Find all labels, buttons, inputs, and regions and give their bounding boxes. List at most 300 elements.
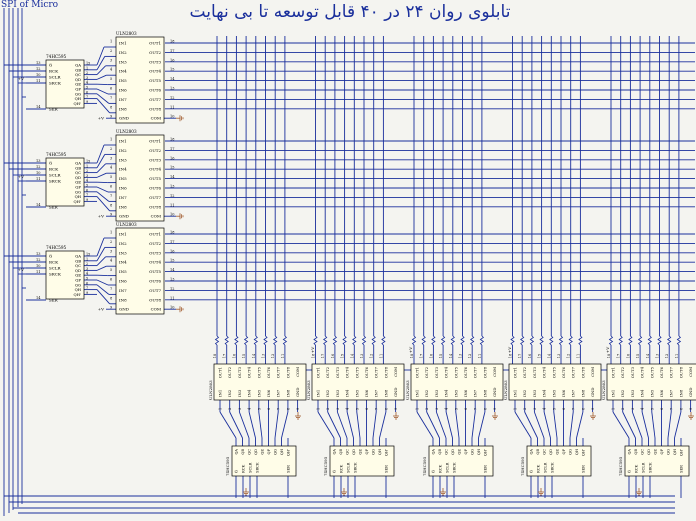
pin-name: OUT7: [570, 367, 576, 379]
pin-number: 1: [415, 407, 420, 410]
pin-number: 16: [626, 353, 631, 359]
pin-name: SRCK: [550, 462, 555, 473]
pin-number: 11: [36, 79, 41, 83]
pin-name: COM: [590, 367, 596, 377]
pin-name: IN5: [551, 389, 557, 397]
resistor: [550, 336, 553, 345]
resistor: [245, 336, 248, 345]
resistor: [422, 336, 425, 345]
resistor: [264, 336, 267, 345]
pin-number: 7: [571, 407, 576, 410]
pin-number: 6: [110, 184, 113, 189]
resistor: [471, 336, 474, 345]
pin-number: 10: [170, 305, 175, 310]
pin-number: 5: [86, 276, 89, 281]
pin-name: QF: [562, 449, 566, 455]
pin-name: OUT2: [522, 367, 528, 379]
resistor: [353, 336, 356, 345]
pin-name: OUT7: [373, 367, 379, 379]
pin-name: QH': [581, 449, 586, 457]
pin-name: IN2: [424, 389, 430, 397]
pin-number: 14: [251, 353, 256, 359]
pin-number: 15: [439, 353, 444, 359]
pin-name: OUT1: [217, 367, 223, 379]
pin-name: SER: [49, 297, 58, 303]
pin-name: SER: [483, 465, 488, 473]
pin-name: QG: [74, 282, 81, 288]
pin-name: QC: [345, 449, 350, 455]
resistor: [235, 336, 238, 345]
pin-number: 12: [170, 193, 175, 198]
pin-number: 15: [86, 159, 91, 164]
pin-name: OUT7: [149, 194, 161, 200]
pin-name: QF: [267, 449, 271, 455]
pin-number: 9: [493, 407, 498, 410]
pin-number: 15: [636, 353, 641, 359]
pin-name: G̅: [49, 253, 53, 259]
pin-name: IN3: [334, 389, 340, 397]
pin-number: 13: [360, 353, 364, 359]
pin-name: OUT3: [334, 367, 340, 379]
pin-number: 6: [562, 407, 566, 410]
resistor: [511, 336, 514, 345]
pin-number: 6: [110, 277, 113, 282]
resistor: [432, 336, 435, 345]
pin-number: 3: [434, 407, 439, 410]
resistor: [274, 336, 277, 345]
routing-wire: [642, 412, 648, 438]
pin-name: OUT1: [512, 367, 518, 379]
pin-number: 4: [110, 165, 113, 170]
pin-name: QA: [431, 449, 436, 455]
pin-number: 7: [473, 407, 478, 410]
vcc-label: +V: [310, 346, 315, 354]
resistor: [610, 336, 613, 345]
pin-name: IN6: [119, 278, 127, 284]
pin-number: 12: [36, 67, 41, 71]
routing-wire: [446, 412, 452, 438]
pin-name: QH: [575, 449, 579, 456]
pin-number: 13: [170, 86, 175, 91]
pin-name: IN7: [570, 389, 576, 397]
pin-name: OUT7: [149, 96, 161, 102]
ground-symbol: [176, 115, 183, 121]
pin-name: IN7: [668, 389, 674, 397]
pin-name: IN5: [649, 389, 655, 397]
pin-number: 14: [170, 268, 175, 273]
pin-number: 18: [311, 353, 316, 359]
pin-name: QA: [75, 253, 81, 259]
pin-name: QE: [75, 81, 81, 87]
pin-name: QE: [653, 449, 658, 455]
pin-name: SRCK: [49, 178, 61, 184]
vcc-label: +V: [97, 213, 104, 219]
routing-wire: [97, 290, 113, 304]
routing-wire: [668, 412, 671, 438]
pin-number: 4: [247, 407, 252, 410]
pin-number: 6: [267, 407, 271, 410]
pin-name: OUT1: [414, 367, 420, 379]
pin-name: OUT2: [149, 49, 161, 55]
pin-number: 5: [257, 407, 262, 410]
routing-wire: [97, 145, 104, 163]
pin-name: RCK: [241, 464, 246, 473]
pin-name: QH': [73, 100, 81, 106]
pin-number: 13: [170, 184, 175, 189]
pin-name: QE: [358, 449, 363, 455]
pin-name: QE: [457, 449, 462, 455]
pin-name: QH': [679, 449, 684, 457]
pin-name: COM: [688, 367, 694, 377]
pin-number: 15: [170, 165, 175, 170]
pin-name: IN3: [236, 389, 242, 397]
pin-name: OUT6: [266, 367, 271, 379]
pin-name: IN4: [246, 389, 252, 397]
chip-part-label: ULN2803: [601, 380, 606, 400]
pin-number: 6: [110, 86, 113, 91]
routing-wire: [97, 280, 108, 285]
pin-number: 9: [689, 407, 694, 410]
pin-name: IN6: [561, 389, 566, 397]
pin-number: 14: [36, 296, 41, 300]
pin-name: IN4: [541, 389, 547, 397]
pin-name: OUT7: [668, 367, 674, 379]
pin-name: IN1: [512, 389, 518, 397]
pin-number: 14: [170, 77, 175, 82]
pin-number: 1: [110, 230, 113, 235]
pin-number: 6: [464, 407, 468, 410]
pin-number: 8: [679, 407, 684, 410]
pin-name: QD: [647, 449, 651, 455]
resistor: [363, 336, 366, 345]
pin-number: 4: [640, 407, 645, 410]
pin-number: 2: [110, 146, 113, 151]
pin-name: OUT4: [149, 68, 161, 74]
pin-name: OUT6: [364, 367, 369, 379]
pin-name: QD: [74, 76, 81, 82]
pin-name: OUT8: [149, 106, 161, 112]
pin-name: QD: [549, 449, 553, 455]
pin-name: IN8: [285, 389, 291, 397]
pin-name: OUT3: [149, 157, 161, 163]
pin-name: IN8: [580, 389, 586, 397]
pin-name: COM: [393, 367, 399, 377]
pin-name: RCK: [536, 464, 541, 473]
resistor: [530, 336, 533, 345]
routing-wire: [380, 412, 386, 438]
pin-name: GND: [119, 213, 129, 219]
pin-number: 13: [36, 159, 41, 163]
pin-number: 3: [335, 407, 340, 410]
ground-symbol: [688, 412, 694, 419]
vcc-label: +V: [17, 174, 24, 179]
pin-name: QD: [254, 449, 258, 455]
pin-name: QG: [74, 91, 81, 97]
routing-wire: [97, 89, 108, 94]
pin-number: 8: [581, 407, 586, 410]
routing-wire: [97, 187, 108, 192]
routing-wire: [373, 412, 376, 438]
pin-number: 5: [552, 407, 557, 410]
resistor: [382, 336, 385, 345]
pin-name: IN3: [119, 59, 127, 65]
routing-wire: [97, 99, 113, 113]
pin-number: 11: [674, 353, 679, 359]
pin-number: 9: [394, 407, 399, 410]
pin-number: 8: [483, 407, 488, 410]
pin-name: QF: [75, 86, 81, 92]
pin-number: 2: [86, 262, 89, 267]
pin-name: IN7: [472, 389, 478, 397]
pin-number: 5: [355, 407, 360, 410]
pin-number: 2: [621, 407, 626, 410]
pin-number: 1: [86, 257, 89, 262]
resistor: [521, 336, 524, 345]
pin-name: COM: [295, 367, 301, 377]
pin-name: SRCK: [648, 462, 653, 473]
pin-name: OUT3: [149, 59, 161, 65]
pin-number: 3: [86, 266, 89, 271]
pin-name: IN3: [433, 389, 439, 397]
pin-number: 15: [340, 353, 345, 359]
pin-name: QH': [384, 449, 389, 457]
pin-name: QG: [470, 449, 475, 455]
pin-number: 1: [611, 407, 616, 410]
pin-name: OUT4: [246, 367, 252, 379]
chip-layer: [18, 31, 696, 476]
pin-name: IN7: [119, 96, 127, 102]
chip-part-label: ULN2803: [116, 222, 137, 227]
pin-number: 2: [110, 239, 113, 244]
resistor: [324, 336, 327, 345]
chip-part-label: 74HC595: [225, 456, 230, 476]
pin-name: QC: [247, 449, 252, 455]
pin-name: GND: [295, 387, 301, 397]
pin-name: IN8: [482, 389, 488, 397]
pin-number: 6: [660, 407, 664, 410]
pin-name: IN5: [119, 176, 127, 182]
pin-name: QF: [75, 277, 81, 283]
pin-number: 7: [86, 95, 89, 100]
pin-name: OUT3: [433, 367, 439, 379]
resistor: [254, 336, 257, 345]
pin-name: IN2: [119, 240, 127, 246]
pin-name: OUT8: [149, 204, 161, 210]
pin-name: SRCK: [353, 462, 358, 473]
ground-symbol: [341, 488, 347, 495]
pin-name: QA: [627, 449, 632, 455]
pin-name: IN2: [620, 389, 626, 397]
pin-name: IN1: [217, 389, 223, 397]
pin-name: COM: [150, 213, 161, 219]
resistor: [461, 336, 464, 345]
pin-name: OUT1: [149, 40, 161, 46]
wire-layer: [4, 8, 696, 516]
pin-number: 8: [110, 296, 113, 301]
routing-wire: [97, 75, 106, 79]
pin-name: QH': [73, 291, 81, 297]
pin-number: 17: [518, 353, 523, 359]
pin-number: 4: [110, 67, 113, 72]
resistor: [333, 336, 336, 345]
pin-number: 14: [547, 353, 552, 359]
pin-name: OUT6: [149, 278, 161, 284]
resistor: [648, 336, 651, 345]
pin-name: GND: [492, 387, 498, 397]
pin-name: SER: [581, 465, 586, 473]
pin-number: 2: [86, 169, 89, 174]
pin-number: 9: [86, 99, 89, 104]
pin-name: IN6: [119, 87, 127, 93]
pin-number: 5: [110, 77, 113, 82]
resistor: [540, 336, 543, 345]
pin-name: IN4: [443, 389, 449, 397]
routing-wire: [220, 412, 236, 438]
routing-wire: [97, 173, 106, 177]
pin-name: IN8: [383, 389, 389, 397]
pin-number: 7: [110, 193, 113, 198]
routing-wire: [544, 412, 550, 438]
pin-name: OUT4: [443, 367, 449, 379]
pin-name: QB: [536, 449, 540, 455]
vcc-label: +V: [17, 267, 24, 272]
pin-number: 7: [669, 407, 674, 410]
pin-name: OUT7: [275, 367, 281, 379]
resistor: [442, 336, 445, 345]
pin-name: OUT5: [149, 269, 161, 275]
pin-number: 11: [170, 203, 175, 208]
routing-wire: [282, 412, 288, 438]
pin-number: 7: [110, 95, 113, 100]
pin-number: 15: [170, 258, 175, 263]
pin-name: SCLR: [641, 462, 646, 473]
pin-number: 2: [110, 48, 113, 53]
pin-name: G̅: [332, 470, 337, 473]
pin-name: IN4: [639, 389, 645, 397]
pin-name: QG: [273, 449, 278, 455]
pin-name: OUT2: [149, 147, 161, 153]
pin-number: 13: [655, 353, 660, 359]
pin-number: 15: [537, 353, 542, 359]
pin-name: IN2: [227, 389, 233, 397]
pin-name: OUT1: [149, 138, 161, 144]
pin-number: 9: [110, 212, 113, 217]
pin-name: QG: [568, 449, 573, 455]
pin-name: IN1: [315, 389, 321, 397]
chip-part-label: ULN2803: [405, 380, 410, 400]
pin-name: QC: [74, 170, 81, 176]
pin-number: 4: [86, 271, 89, 276]
pin-name: QB: [75, 165, 81, 171]
pin-name: IN1: [414, 389, 420, 397]
pin-name: QD: [74, 174, 81, 180]
pin-name: OUT2: [424, 367, 430, 379]
pin-name: QH: [74, 96, 81, 102]
pin-name: IN2: [119, 147, 127, 153]
pin-name: IN4: [119, 166, 127, 172]
pin-name: OUT8: [678, 367, 684, 379]
pin-name: OUT5: [453, 367, 459, 379]
pin-name: QH: [378, 449, 382, 456]
resistor: [216, 336, 219, 345]
pin-number: 8: [110, 203, 113, 208]
pin-number: 12: [36, 258, 41, 262]
pin-name: QA: [332, 449, 337, 455]
resistor: [677, 336, 680, 345]
pin-name: QE: [260, 449, 265, 455]
pin-number: 18: [508, 353, 513, 359]
pin-name: IN5: [256, 389, 262, 397]
pin-number: 14: [645, 353, 650, 359]
pin-name: QA: [234, 449, 239, 455]
pin-name: IN6: [364, 389, 369, 397]
pin-number: 13: [36, 61, 41, 65]
pin-number: 5: [110, 175, 113, 180]
chip-part-label: 74HC595: [323, 456, 328, 476]
pin-number: 10: [170, 114, 175, 119]
chip-part-label: 74HC595: [520, 456, 525, 476]
pin-number: 4: [444, 407, 449, 410]
pin-name: QC: [444, 449, 449, 455]
pin-name: QC: [542, 449, 547, 455]
ground-symbol: [440, 488, 446, 495]
pin-name: IN7: [275, 389, 281, 397]
pin-number: 4: [86, 80, 89, 85]
pin-name: SRCK: [452, 462, 457, 473]
pin-name: SCLR: [346, 462, 351, 473]
pin-name: SER: [384, 465, 389, 473]
pin-number: 13: [170, 277, 175, 282]
pin-number: 8: [286, 407, 291, 410]
pin-name: QH': [73, 198, 81, 204]
pin-number: 12: [665, 353, 670, 359]
pin-number: 10: [36, 73, 41, 77]
pin-name: IN7: [119, 194, 127, 200]
pin-name: IN7: [119, 287, 127, 293]
resistor: [579, 336, 582, 345]
routing-wire: [570, 412, 573, 438]
pin-name: IN4: [119, 68, 127, 74]
pin-number: 12: [271, 353, 276, 359]
pin-name: OUT5: [149, 176, 161, 182]
pin-name: OUT2: [325, 367, 331, 379]
pin-number: 13: [261, 353, 266, 359]
pin-number: 7: [110, 286, 113, 291]
pin-number: 17: [419, 353, 424, 359]
pin-number: 18: [410, 353, 414, 359]
pin-name: QC: [74, 72, 81, 78]
vcc-label: +V: [97, 115, 104, 121]
pin-name: IN5: [453, 389, 459, 397]
chip-part-label: 74HC595: [46, 152, 67, 157]
pin-number: 15: [170, 67, 175, 72]
pin-number: 9: [110, 114, 113, 119]
pin-name: QF: [660, 449, 664, 455]
pin-number: 5: [110, 268, 113, 273]
pin-number: 8: [384, 407, 389, 410]
pin-name: RCK: [339, 464, 344, 473]
pin-number: 11: [36, 177, 41, 181]
chip-part-label: ULN2803: [116, 129, 137, 134]
pin-number: 7: [374, 407, 379, 410]
chip-part-label: ULN2803: [116, 31, 137, 36]
pin-name: OUT4: [149, 166, 161, 172]
pin-name: OUT8: [285, 367, 291, 379]
pin-number: 1: [218, 407, 223, 410]
pin-number: 17: [170, 48, 175, 53]
pin-number: 13: [557, 353, 561, 359]
pin-name: QC: [640, 449, 645, 455]
